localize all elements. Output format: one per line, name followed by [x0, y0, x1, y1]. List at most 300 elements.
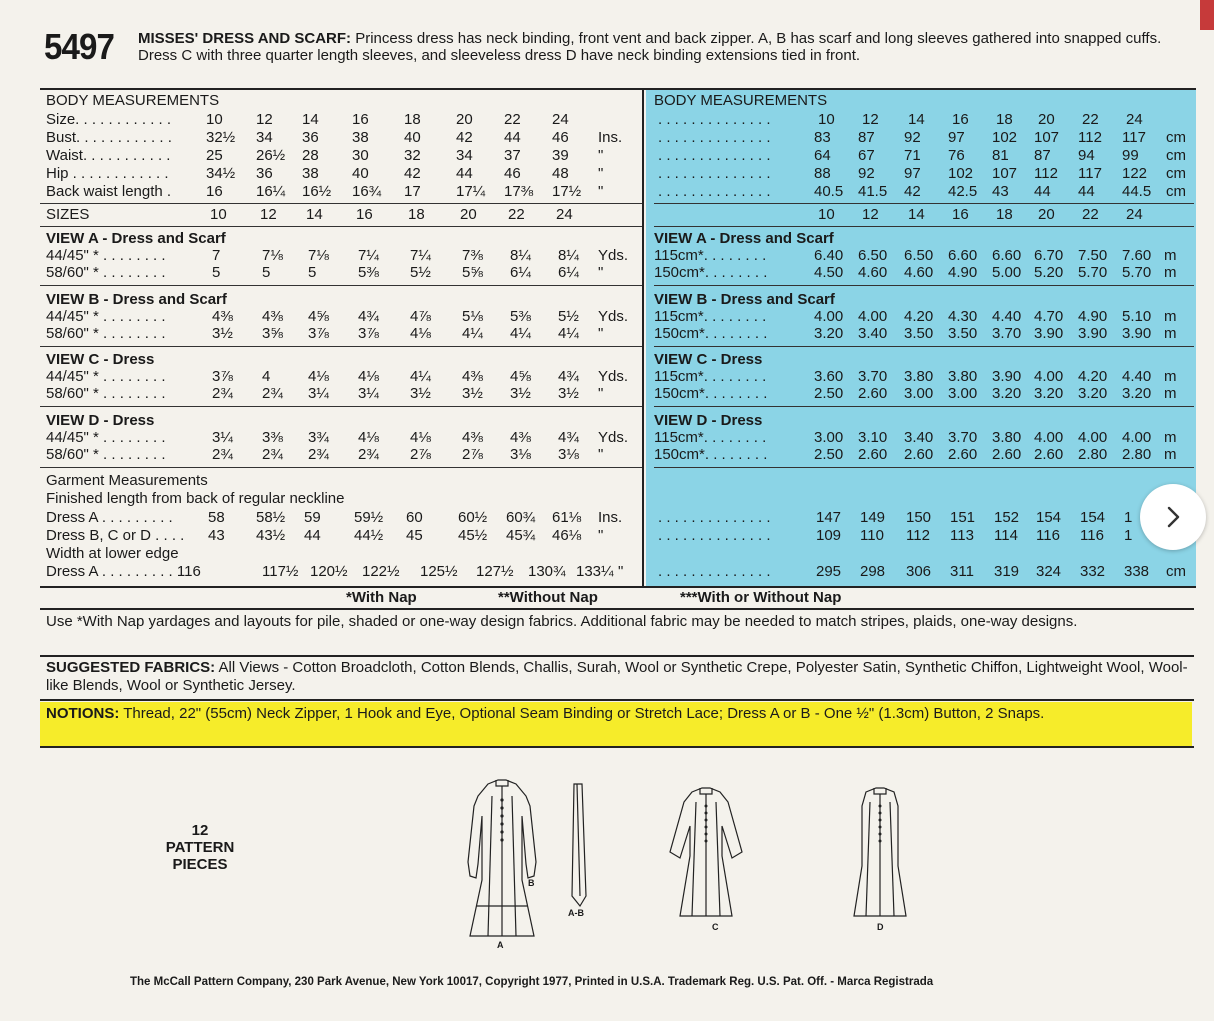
legend-without-nap: **Without Nap: [498, 589, 598, 606]
size-cell: 18: [996, 206, 1013, 223]
table-cell: 109: [816, 527, 842, 544]
table-cell: 4: [262, 368, 271, 385]
table-cell: 4⅜: [462, 428, 483, 446]
size-cell: 14: [908, 111, 925, 128]
divider: [40, 608, 1194, 610]
table-cell: 3.00: [814, 428, 844, 446]
unit-cell: ": [598, 527, 604, 544]
table-cell: 3.00: [904, 385, 934, 402]
dot-leader: . . . . . . . . . . . . . .: [658, 563, 771, 580]
table-cell: 59: [304, 509, 321, 526]
table-cell: 125½: [420, 563, 458, 580]
table-cell: 43: [208, 527, 225, 544]
table-cell: 117½: [262, 563, 299, 580]
table-rule: [40, 226, 642, 227]
table-cell: 3.20: [814, 324, 844, 342]
view-title: VIEW B - Dress and Scarf: [654, 290, 835, 308]
table-cell: 48: [552, 165, 569, 182]
row-label: 44/45" * . . . . . . . .: [46, 307, 166, 325]
table-cell: 112: [906, 527, 930, 544]
table-cell: 5: [262, 264, 271, 281]
size-cell: 20: [1038, 206, 1055, 223]
view-title: VIEW D - Dress: [46, 411, 155, 429]
table-cell: 36: [256, 165, 273, 182]
row-label: 44/45" * . . . . . . . .: [46, 368, 166, 385]
footer-copyright: The McCall Pattern Company, 230 Park Avenue, New York 10017, Copyright 1977, Printed in U.S.A. Trademark Reg. U.S. Pat. Off. - Marca Registrada: [130, 976, 934, 988]
size-cell: 14: [908, 206, 925, 223]
table-cell: 2¾: [212, 385, 233, 402]
table-cell: 4⅜: [212, 307, 233, 325]
table-cell: 3⅞: [308, 324, 329, 342]
unit-cell: m: [1164, 445, 1177, 463]
pieces-number: 12: [191, 822, 209, 839]
nap-note: Use *With Nap yardages and layouts for pile, shaded or one-way design fabrics. Additional fabric may be needed to match stripes, plaids, one-way designs.: [46, 613, 1078, 630]
table-rule: [654, 346, 1194, 347]
table-cell: 6¼: [558, 264, 579, 281]
table-cell: 4⅛: [410, 428, 431, 446]
chevron-right-icon: [1159, 503, 1187, 531]
yardage-row: [40, 446, 642, 464]
table-cell: 3.40: [904, 428, 934, 446]
table-cell: 40.5: [814, 183, 844, 200]
table-cell: 5⅝: [462, 264, 483, 281]
table-cell: 4.00: [858, 307, 888, 325]
dot-leader: . . . . . . . . . . . . . .: [658, 111, 771, 128]
table-cell: 61⅛: [552, 509, 582, 526]
size-cell: 24: [552, 111, 569, 128]
unit-cell: Yds.: [598, 368, 629, 385]
yardage-row: [654, 308, 1194, 326]
table-cell: 3⅞: [212, 368, 233, 385]
table-cell: 2.60: [858, 445, 888, 463]
row-label: 58/60" * . . . . . . . .: [46, 385, 166, 402]
table-cell: 83: [814, 129, 831, 146]
table-cell: 16½: [302, 183, 332, 200]
garment-title: Garment Measurements: [46, 472, 208, 489]
table-rule: [654, 226, 1194, 227]
unit-cell: m: [1164, 428, 1177, 446]
table-cell: 4.30: [948, 307, 978, 325]
unit-cell: Yds.: [598, 247, 629, 264]
table-cell: 3⅛: [558, 445, 579, 463]
table-cell: 71: [904, 147, 921, 164]
row-label: 58/60" * . . . . . . . .: [46, 264, 166, 281]
table-cell: 152: [994, 509, 1020, 526]
suggested-fabrics: [46, 659, 1190, 695]
measure-row: [654, 183, 1194, 201]
table-cell: 4⅜: [262, 307, 283, 325]
table-cell: 3⅞: [358, 324, 379, 342]
body-measurements-title: BODY MEASUREMENTS: [654, 92, 828, 109]
table-cell: 4.50: [814, 264, 844, 281]
table-cell: 4.40: [1122, 368, 1152, 385]
unit-cell: m: [1164, 368, 1177, 385]
yardage-row: [654, 325, 1194, 343]
yardage-row: [40, 368, 642, 386]
table-cell: 25: [206, 147, 223, 164]
table-cell: 4.70: [1034, 307, 1064, 325]
garment-row: [40, 527, 642, 545]
table-rule: [40, 406, 642, 407]
notions-text: Thread, 22" (55cm) Neck Zipper, 1 Hook and Eye, Optional Seam Binding or Stretch Lace; Dress A or B - One ½" (1.3cm) Button, 2 Snaps.: [119, 705, 1045, 722]
yardage-row: [40, 429, 642, 447]
table-cell: 42: [904, 183, 921, 200]
table-cell: 5½: [558, 307, 579, 325]
table-cell: 46⅛: [552, 527, 582, 544]
table-cell: 76: [948, 147, 965, 164]
notions-title: NOTIONS:: [46, 705, 120, 722]
table-cell: 4⅛: [308, 368, 329, 385]
size-cell: 16: [356, 206, 373, 223]
label-a: A: [497, 940, 504, 950]
table-cell: 38: [302, 165, 319, 182]
table-cell: 17: [404, 183, 421, 200]
table-cell: 44.5: [1122, 183, 1152, 200]
table-cell: 17¼: [456, 183, 486, 200]
table-cell: 2.50: [814, 385, 844, 402]
table-cell: 3.90: [1078, 324, 1108, 342]
view-title: VIEW C - Dress: [46, 351, 155, 368]
table-cell: 112: [1078, 129, 1102, 146]
table-cell: 113: [950, 527, 974, 544]
table-cell: 3.80: [904, 368, 934, 385]
table-cell: 4¼: [410, 368, 431, 385]
table-cell: 4.00: [1034, 428, 1064, 446]
table-cell: 44: [304, 527, 321, 544]
table-cell: 4⅛: [358, 368, 379, 385]
scarf-sketch: [572, 784, 586, 906]
row-label: Bust. . . . . . . . . . . .: [46, 129, 172, 146]
table-cell: 8¼: [558, 247, 579, 264]
unit-cell: Yds.: [598, 428, 629, 446]
table-cell: 4.60: [858, 264, 888, 281]
table-cell: 3¼: [212, 428, 233, 446]
table-cell: 3½: [510, 385, 531, 402]
unit-cell: ": [598, 385, 604, 402]
table-cell: 3.20: [1122, 385, 1152, 402]
table-cell: 4¾: [558, 368, 579, 385]
notions: [40, 702, 1192, 746]
table-cell: 3⅛: [510, 445, 531, 463]
table-cell: 5.00: [992, 264, 1022, 281]
size-cell: 22: [1082, 206, 1099, 223]
table-cell: 4⅜: [510, 428, 531, 446]
table-cell: 3½: [558, 385, 579, 402]
table-cell: 28: [302, 147, 319, 164]
view-title: VIEW A - Dress and Scarf: [654, 230, 834, 247]
table-cell: 4⅝: [308, 307, 329, 325]
table-cell: 3.90: [1034, 324, 1064, 342]
view-illustrations: [430, 756, 950, 956]
table-cell: 37: [504, 147, 521, 164]
label-c: C: [712, 922, 719, 932]
unit-cell: ": [598, 445, 604, 463]
yardage-row: [40, 247, 642, 265]
divider: [40, 699, 1194, 701]
table-cell: 120½: [310, 563, 348, 580]
sizes-label: SIZES: [46, 206, 90, 223]
table-cell: 44: [456, 165, 473, 182]
table-cell: 3.90: [1122, 324, 1152, 342]
legend-with-nap: *With Nap: [346, 589, 417, 606]
yardage-row: [654, 247, 1194, 265]
table-cell: 1: [1124, 509, 1133, 526]
unit-cell: m: [1164, 324, 1177, 342]
table-cell: 5: [212, 264, 221, 281]
table-cell: 3.40: [858, 324, 888, 342]
unit-cell: ": [598, 324, 604, 342]
unit-cell: m: [1164, 385, 1177, 402]
row-label: 115cm*. . . . . . . .: [654, 368, 767, 385]
measure-row: [40, 165, 642, 183]
table-cell: 3½: [212, 324, 233, 342]
table-cell: 6¼: [510, 264, 531, 281]
table-cell: 4¾: [558, 428, 579, 446]
table-cell: 4.00: [814, 307, 844, 325]
table-cell: 2¾: [262, 445, 283, 463]
table-cell: 5⅛: [462, 307, 483, 325]
table-cell: 60: [406, 509, 423, 526]
table-cell: 6.50: [858, 247, 888, 264]
table-cell: 2.60: [904, 445, 934, 463]
size-cell: 20: [456, 111, 473, 128]
pattern-number: 5497: [44, 26, 115, 67]
table-cell: 4.90: [948, 264, 978, 281]
row-label: Back waist length .: [46, 183, 172, 200]
label-d: D: [877, 922, 884, 932]
table-cell: 4⅛: [358, 428, 379, 446]
table-cell: 44: [1034, 183, 1051, 200]
table-cell: 150: [906, 509, 932, 526]
table-cell: 3¼: [358, 385, 379, 402]
table-cell: 41.5: [858, 183, 888, 200]
table-cell: 87: [1034, 147, 1051, 164]
row-label: 44/45" * . . . . . . . .: [46, 428, 166, 446]
measure-row: [40, 147, 642, 165]
table-cell: 3.20: [1078, 385, 1108, 402]
row-label: 58/60" * . . . . . . . .: [46, 445, 166, 463]
table-cell: 16¼: [256, 183, 286, 200]
table-cell: 3.70: [992, 324, 1022, 342]
row-label: Dress A . . . . . . . . .: [46, 509, 173, 526]
size-cell: 20: [1038, 111, 1055, 128]
legend-with-or-without-nap: ***With or Without Nap: [680, 589, 842, 606]
unit-cell: ": [618, 563, 624, 580]
unit-cell: ": [598, 147, 604, 164]
width-label: Width at lower edge: [46, 545, 179, 562]
table-cell: 6.50: [904, 247, 934, 264]
table-cell: 97: [948, 129, 965, 146]
table-cell: 5.20: [1034, 264, 1064, 281]
row-label: Hip . . . . . . . . . . . .: [46, 165, 169, 182]
table-cell: 40: [352, 165, 369, 182]
table-cell: 16¾: [352, 183, 382, 200]
table-cell: 116: [1080, 527, 1104, 544]
size-cell: 10: [210, 206, 227, 223]
table-cell: 2⅞: [462, 445, 483, 463]
table-cell: 40: [404, 129, 421, 146]
sizes-row: [654, 206, 1194, 224]
table-cell: 58½: [256, 509, 286, 526]
table-cell: 4⅜: [462, 368, 483, 385]
row-label: Size. . . . . . . . . . . .: [46, 111, 172, 128]
table-cell: 2¾: [358, 445, 379, 463]
table-cell: 110: [860, 527, 884, 544]
table-cell: 4.20: [904, 307, 934, 325]
table-cell: 3½: [410, 385, 431, 402]
metric-content: [654, 90, 1194, 586]
table-cell: 88: [814, 165, 831, 182]
table-cell: 4⅞: [410, 307, 431, 325]
size-cell: 10: [818, 206, 835, 223]
garment-row: [40, 509, 642, 527]
measure-row: [654, 147, 1194, 165]
garment-row: [40, 563, 642, 581]
fabrics-text: All Views - Cotton Broadcloth, Cotton Blends, Challis, Surah, Wool or Synthetic Crepe, Polyester Satin, Synthetic Chiffon, Lightweight Wool, Wool-like Blends, Wool or Synthetic Jersey.: [46, 659, 1188, 694]
table-cell: 295: [816, 563, 842, 580]
measure-row: [40, 129, 642, 147]
table-cell: 6.60: [992, 247, 1022, 264]
size-cell: 14: [306, 206, 323, 223]
table-cell: 3.60: [814, 368, 844, 385]
table-cell: 60¾: [506, 509, 536, 526]
table-cell: 2¾: [308, 445, 329, 463]
table-cell: 34: [456, 147, 473, 164]
table-cell: 4.00: [1122, 428, 1152, 446]
label-ab: A-B: [568, 908, 584, 918]
garment-row: [654, 527, 1194, 545]
table-cell: 58: [208, 509, 225, 526]
table-rule: [40, 467, 642, 468]
table-cell: 122: [1122, 165, 1148, 182]
envelope-edge: [1200, 0, 1214, 30]
row-label: Dress A . . . . . . . . . 116: [46, 563, 201, 580]
table-cell: 5.10: [1122, 307, 1152, 325]
yardage-row: [40, 325, 642, 343]
table-cell: 99: [1122, 147, 1139, 164]
pieces-line1: PATTERN: [165, 839, 235, 856]
fabrics-title: SUGGESTED FABRICS:: [46, 659, 216, 676]
table-rule: [40, 346, 642, 347]
table-cell: 2.60: [992, 445, 1022, 463]
header: [40, 26, 1200, 88]
table-cell: 4⅛: [410, 324, 431, 342]
table-cell: 44: [1078, 183, 1095, 200]
yardage-row: [654, 446, 1194, 464]
unit-cell: m: [1164, 247, 1177, 264]
table-cell: 97: [904, 165, 921, 182]
table-cell: 4⅝: [510, 368, 531, 385]
view-title: VIEW C - Dress: [654, 351, 763, 368]
table-cell: 6.60: [948, 247, 978, 264]
table-cell: 43: [992, 183, 1009, 200]
table-cell: 94: [1078, 147, 1095, 164]
table-cell: 332: [1080, 563, 1106, 580]
table-cell: 147: [816, 509, 842, 526]
table-cell: 4.40: [992, 307, 1022, 325]
size-cell: 22: [1082, 111, 1099, 128]
unit-cell: m: [1164, 264, 1177, 281]
table-cell: 102: [948, 165, 974, 182]
table-rule: [40, 203, 642, 204]
table-cell: 5: [308, 264, 317, 281]
table-cell: 3.80: [948, 368, 978, 385]
yardage-row: [654, 368, 1194, 386]
size-row: [40, 111, 642, 129]
table-cell: 2.60: [1034, 445, 1064, 463]
dress-a-sketch: [468, 780, 536, 936]
unit-cell: cm: [1166, 563, 1186, 580]
table-cell: 112: [1034, 165, 1058, 182]
unit-cell: ": [598, 165, 604, 182]
table-cell: 5⅜: [510, 307, 531, 325]
table-cell: 64: [814, 147, 831, 164]
size-cell: 16: [952, 111, 969, 128]
view-title: VIEW D - Dress: [654, 411, 763, 429]
pattern-description: [138, 30, 1200, 64]
table-cell: 5.70: [1122, 264, 1152, 281]
table-cell: 34: [256, 129, 273, 146]
dot-leader: . . . . . . . . . . . . . .: [658, 183, 771, 200]
view-title: VIEW B - Dress and Scarf: [46, 290, 227, 308]
table-cell: 3½: [462, 385, 483, 402]
table-cell: 59½: [354, 509, 384, 526]
table-cell: 45½: [458, 527, 488, 544]
size-cell: 12: [862, 111, 879, 128]
table-cell: 311: [950, 563, 974, 580]
table-cell: 4¼: [558, 324, 579, 342]
view-title: VIEW A - Dress and Scarf: [46, 230, 226, 247]
table-cell: 44½: [354, 527, 384, 544]
divider: [40, 655, 1194, 657]
measure-row: [654, 165, 1194, 183]
table-cell: 4.60: [904, 264, 934, 281]
row-label: Dress B, C or D . . . .: [46, 527, 185, 544]
body-measurements-title: BODY MEASUREMENTS: [46, 92, 220, 109]
size-cell: 14: [302, 111, 319, 128]
table-cell: 92: [904, 129, 921, 146]
size-cell: 18: [408, 206, 425, 223]
measure-row: [40, 183, 642, 201]
table-cell: 26½: [256, 147, 286, 164]
table-cell: 3¾: [308, 428, 329, 446]
table-cell: 67: [858, 147, 875, 164]
table-cell: 7: [212, 247, 221, 264]
yardage-row: [654, 429, 1194, 447]
next-button[interactable]: [1140, 484, 1206, 550]
table-cell: 87: [858, 129, 875, 146]
table-cell: 2.80: [1122, 445, 1152, 463]
unit-cell: Ins.: [598, 129, 623, 146]
table-cell: 45: [406, 527, 423, 544]
table-cell: 3.20: [1034, 385, 1064, 402]
row-label: 58/60" * . . . . . . . .: [46, 324, 166, 342]
table-cell: 4¾: [358, 307, 379, 325]
table-cell: 6.40: [814, 247, 844, 264]
dot-leader: . . . . . . . . . . . . . .: [658, 527, 771, 544]
row-label: 115cm*. . . . . . . .: [654, 307, 767, 325]
divider: [40, 746, 1194, 748]
unit-cell: Yds.: [598, 307, 629, 325]
table-cell: 3⅜: [262, 428, 283, 446]
unit-cell: Ins.: [598, 509, 623, 526]
table-cell: 102: [992, 129, 1018, 146]
unit-cell: ": [598, 264, 604, 281]
table-cell: 117: [1078, 165, 1102, 182]
table-cell: 36: [302, 129, 319, 146]
yardage-row: [40, 308, 642, 326]
size-cell: 24: [1126, 206, 1143, 223]
